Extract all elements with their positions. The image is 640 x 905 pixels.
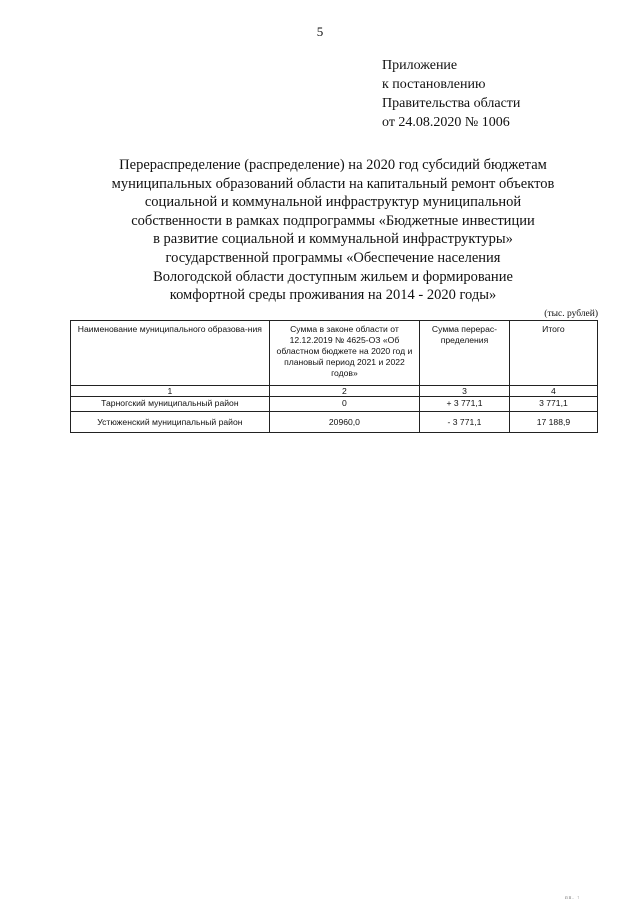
table-cell: - 3 771,1 [420,412,510,433]
title-line: Перераспределение (распределение) на 2020 год субсидий бюджетам [119,157,547,173]
title-line: в развитие социальной и коммунальной инфраструктуры» [153,231,513,248]
title-line: собственности в рамках подпрограммы «Бюджетные инвестиции [131,212,535,229]
title-line: муниципальных образований области на капитальный ремонт объектов [111,175,555,192]
table-cell: Устюженский муниципальный район [71,412,270,433]
appendix-line: Правительства области [382,96,521,111]
table-cell: + 3 771,1 [420,397,510,412]
table-cell: 0 [269,397,419,412]
column-number-cell: 2 [269,386,419,397]
table-row [71,397,598,412]
header-cell-total: Итого [509,321,597,386]
header-cell-law-amount: Сумма в законе области от 12.12.2019 № 4625-ОЗ «Об областном бюджете на 2020 год и плановый период 2021 и 2022 годов» [269,321,419,386]
column-number-cell: 1 [71,386,270,397]
subsidy-table [70,320,598,433]
document-title [70,156,596,305]
table-cell: 3 771,1 [509,397,597,412]
title-line: Вологодской области доступным жильем и формирование [153,268,513,285]
column-number-row [71,386,598,397]
header-cell-redistribution: Сумма перерас-пределения [420,321,510,386]
table-cell: Тарногский муниципальный район [71,397,270,412]
appendix-block [382,56,520,132]
column-number-cell: 3 [420,386,510,397]
appendix-line: от 24.08.2020 № 1006 [382,115,510,130]
page-number: 5 [316,24,324,39]
table-cell: 20960,0 [269,412,419,433]
title-line: социальной и коммунальной инфраструктур муниципальной [144,194,522,211]
header-cell-municipality: Наименование муниципального образова-ния [71,321,270,386]
table-header-row [71,321,598,386]
title-line: государственной программы «Обеспечение населения [165,249,501,266]
footer-mark: пп. ↑ [565,896,581,901]
units-label: (тыс. рублей) [544,309,598,319]
table-cell: 17 188,9 [509,412,597,433]
appendix-line: Приложение [382,58,458,73]
table-row [71,412,598,433]
appendix-line: к постановлению [382,77,486,92]
column-number-cell: 4 [509,386,597,397]
title-line: комфортной среды проживания на 2014 - 2020 годы» [169,287,497,304]
